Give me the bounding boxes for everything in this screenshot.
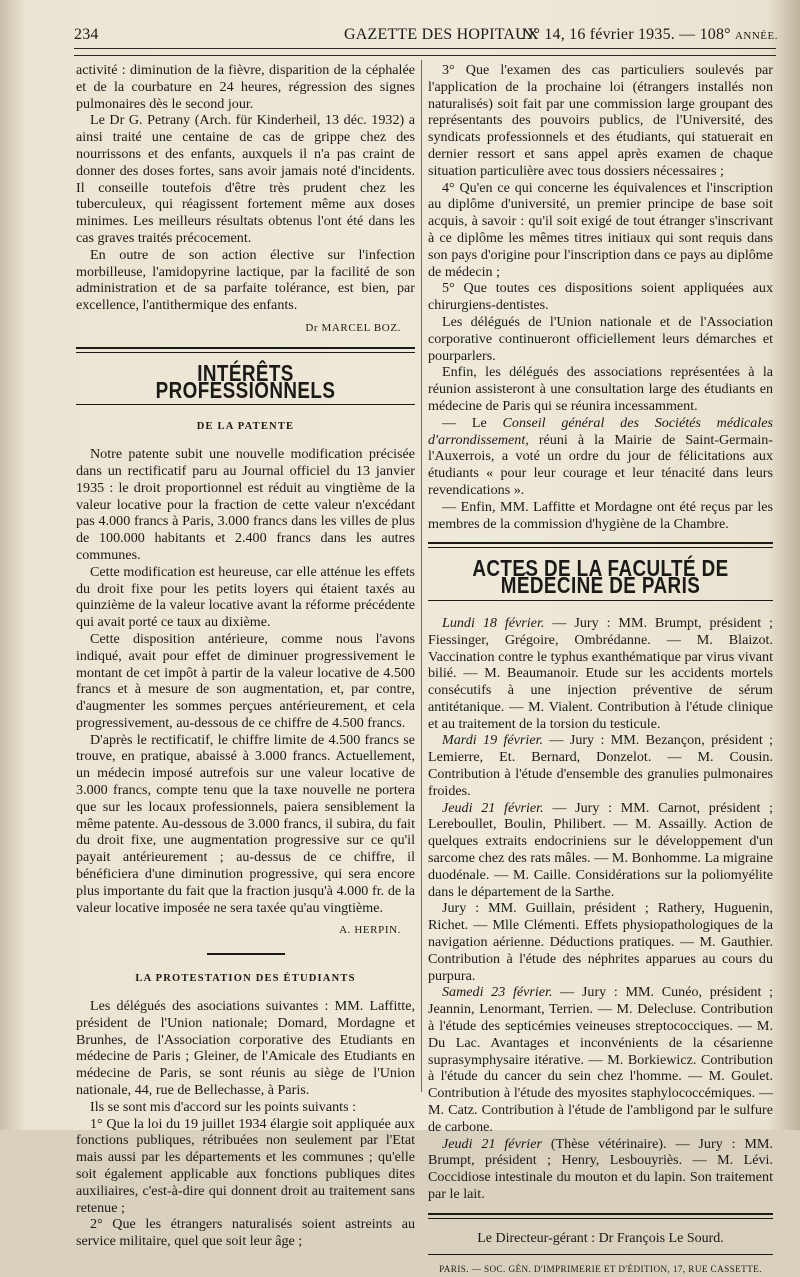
lead-dash: — Le <box>442 414 487 431</box>
author-signature: Dr MARCEL BOZ. <box>305 321 401 334</box>
director-line: Le Directeur-gérant : Dr François Le Sourd. <box>477 1230 724 1246</box>
article-paragraph: Cette disposition antérieure, comme nous l'avons indiqué, avait pour effet de diminuer progressivement le montant de cet impôt à partir de la valeur locative de 4.500 francs et à mesure de son augmentation, et, par contre, d'augmenter les sommes perçues antérieurement, et cela progressivement, au-dessous de ce chiffre de 4.500 francs. <box>76 630 415 731</box>
column-divider <box>421 60 422 1092</box>
author-signature: A. HERPIN. <box>339 924 401 937</box>
article-paragraph: 3° Que l'examen des cas particuliers soulevés par l'application de la prochaine loi (étrangers installés non naturalisés) soit fait par une commission large groupant des représentants des pouvoirs publics, de l'Université, des syndicats professionnels et des étudiants, qui statuerait en dernier ressort et sans appel après examen de chaque situation particulière avec tous dossiers nécessaires ; <box>428 62 773 179</box>
entry-text: (Thèse vétérinaire). — Jury : MM. Brumpt, président ; Henry, Lesbouyriès. — M. Lévi. Coccidiose intestinale du mouton et du lapin. Son traitement par le lait. <box>428 1135 773 1202</box>
section-subrule <box>428 600 773 601</box>
entry-day: Jeudi 21 février <box>442 1135 542 1152</box>
section-subrule <box>76 404 415 405</box>
article-paragraph: 2° Que les étrangers naturalisés soient astreints au service militaire, quel que soit leur âge ; <box>76 1216 415 1250</box>
council-name: Conseil général des Sociétés médicales d'arrondissement, <box>428 414 773 448</box>
entry-text: — Jury : MM. Bezançon, président ; Lemierre, Et. Bernard, Donzelot. — M. Cousin. Contribution à l'étude d'ensemble des granulies pulmonaires froides. <box>428 732 773 799</box>
article-paragraph <box>428 415 773 499</box>
left-column <box>76 62 415 1250</box>
article-paragraph: Ils se sont mis d'accord sur les points suivants : <box>90 1098 356 1115</box>
thesis-entry <box>428 732 773 799</box>
footer-subrule <box>428 1254 773 1255</box>
intro-paragraph: activité : diminution de la fièvre, disparition de la céphalée et de la courbature en 24 heures, régression des signes pulmonaires dès le second jour. <box>76 62 415 112</box>
header-rule <box>74 48 776 56</box>
entry-text: — Jury : MM. Carnot, président ; Lereboullet, Boulin, Philibert. — M. Assailly. Action de quelques extraits endocriniens sur le développement d'un sarcome chez des rats mâles. — M. Bonhomme. La migraine duodénale. — M. Caille. Considérations sur la poliomyélite dans le département de la Sarthe. <box>428 799 773 900</box>
footer-rule <box>428 1213 773 1219</box>
section-title: ACTES DE LA FACULTÉ DE MÉDECINE DE PARIS <box>472 555 729 599</box>
intro-paragraph: Le Dr G. Petrany (Arch. für Kinderheil, 13 déc. 1932) a ainsi traité une centaine de cas de grippe chez des nourrissons et des enfants, auxquels il n'a pas craint de donner des doses fortes, sans avoir jamais noté d'incidents. Il conseille toutefois d'être très prudent chez les tuberculeux, qui réagissent fortement même aux doses minimes. Les meilleurs résultats obtenus l'ont été dans les cas graves traités précocement. <box>76 112 415 246</box>
article-paragraph: 1° Que la loi du 19 juillet 1934 élargie soit appliquée aux fonctions publiques, rétribuées non seulement par l'Etat mais aussi par les départements et les communes ; qu'elle soit également applicable aux fonctions publiques dites auxiliaires, c'est-à-dire qui donnent droit au traitement sans retenue ; <box>76 1115 415 1216</box>
thesis-entry: Jury : MM. Guillain, président ; Rathery, Huguenin, Richet. — Mlle Clémenti. Effets physiopathologiques de la navigation aérienne. Déductions pratiques. — M. Gauthier. Contribution à l'étude des néphrites apparues au cours du purpura. <box>428 900 773 984</box>
article-title: LA PROTESTATION DES ÉTUDIANTS <box>135 973 356 985</box>
page-header <box>74 26 778 48</box>
article-paragraph: Cette modification est heureuse, car elle atténue les effets du droit fixe pour les petits loyers qui étaient taxés au quinzième de la valeur locative avant la réforme précédente qui avait porté ce taux au dixième. <box>76 563 415 631</box>
printer-line: PARIS. — SOC. GÉN. D'IMPRIMERIE ET D'ÉDITION, 17, RUE CASSETTE. <box>439 1263 762 1274</box>
thesis-entry <box>428 800 773 901</box>
article-paragraph: Enfin, les délégués des associations représentées à la réunion assisteront à une consultation large des étudiants en médecine de Paris qui se réunira incessamment. <box>428 364 773 414</box>
article-paragraph: D'après le rectificatif, le chiffre limite de 4.500 francs se trouve, en pratique, abaissé à 3.000 francs. Actuellement, un médecin imposé autrefois sur une valeur locative de 3.000 francs, compte tenu que la taxe nouvelle ne portera que sur les locaux professionnels, paiera sensiblement la même patente. Au-dessous de 3.000 francs, il subira, du fait du droit fixe, une augmentation progressive sur ce qu'il payait antérieurement ; au-dessus de ce chiffre, il bénéficiera d'une diminution progressive, qui sera encore plus importante du fait que la fraction jusqu'à 4.000 fr. de la valeur locative imposée ne sera taxée qu'au vingtième. <box>76 731 415 916</box>
thesis-entry <box>428 615 773 733</box>
article-paragraph: Notre patente subit une nouvelle modification précisée dans un rectificatif paru au Journal officiel du 13 janvier 1935 : le droit proportionnel est réduit au vingtième de la valeur locative pour la fraction de cette valeur n'excédant pas 4.000 francs à Paris, 3.000 francs dans les villes de plus de 100.000 habitants et 2.400 francs dans les autres communes. <box>76 446 415 563</box>
article-paragraph: Les délégués des asociations suivantes : MM. Laffitte, président de l'Union nationale; Domard, Mordagne et Brunhes, de l'Association corporative des Etudiants en médecine de Paris ; Gleiner, de l'Amicale des Etudiants en médecine de Paris, se sont réunis au siège de l'Union nationale, 44, rue de Bellechasse, à Paris. <box>76 998 415 1099</box>
article-paragraph: 5° Que toutes ces dispositions soient appliquées aux chirurgiens-dentistes. <box>428 280 773 314</box>
entry-day: Jeudi 21 février. <box>442 799 544 816</box>
intro-paragraph: En outre de son action élective sur l'infection morbilleuse, l'amidopyrine lactique, par la facilité de son administration et de sa parfaite tolérance, est bien, par excellence, l'antithermique des enfants. <box>76 246 415 314</box>
article-separator <box>207 953 285 955</box>
issue-date: N° 14, 16 février 1935. — 108° <box>521 26 731 43</box>
thesis-entry <box>428 984 773 1135</box>
entry-text: — Jury : MM. Brumpt, président ; Fiessinger, Grégoire, Ombrédanne. — M. Blaizot. Vaccination contre le typhus exanthématique par virus vivant bilié. — M. Beaumanoir. Etude sur les accidents mortels consécutifs à une injection préventive de sérum antitétanique. — M. Vialent. Contribution à l'étude clinique et au traitement de la torsion du testicule. <box>428 614 773 732</box>
issue-info <box>522 26 778 44</box>
section-title: INTÉRÊTS PROFESSIONNELS <box>155 359 336 403</box>
article-paragraph: 4° Qu'en ce qui concerne les équivalences et l'inscription au diplôme d'université, un premier principe de base soit acquis, à savoir : qu'il soit exigé de tout étranger s'inscrivant à ce diplôme les mêmes titres initiaux qui sont requis dans son pays d'origine pour l'inscription dans ce pays au diplôme de médecin ; <box>428 179 773 280</box>
journal-title: GAZETTE DES HOPITAUX <box>344 26 539 43</box>
article-title: DE LA PATENTE <box>196 421 295 433</box>
issue-suffix: ANNÉE. <box>734 30 778 42</box>
thesis-entry <box>428 1136 773 1203</box>
council-text: réuni à la Mairie de Saint-Germain-l'Auxerrois, a voté un ordre du jour de félicitations aux étudiants « pour leur courage et leur ténacité dans leurs revendications ». <box>428 431 773 498</box>
article-paragraph: Les délégués de l'Union nationale et de l'Association corporative continueront officiellement leurs démarches et pourparlers. <box>428 313 773 364</box>
entry-text: — Jury : MM. Cunéo, président ; Jeannin, Lenormant, Terrien. — M. Delecluse. Contribution à l'étude des septicémies veineuses streptococciques. — M. Du Lac. Avantages et inconvénients de la césarienne suprasymphysaire itérative. — M. Borkiewicz. Contribution à l'étude du cancer du sein chez l'homme. — M. Goulet. Contribution à l'étude des myosites staphylococcémiques. — M. Catz. Contribution à l'étude de l'ambligond par le sulfure de carbone. <box>428 984 773 1135</box>
right-column <box>428 62 773 1277</box>
entry-day: Samedi 23 février. <box>442 984 553 1001</box>
section-rule <box>428 542 773 548</box>
page-number: 234 <box>74 26 99 43</box>
entry-day: Lundi 18 février. <box>442 614 545 631</box>
entry-day: Mardi 19 février. <box>442 732 544 749</box>
section-rule <box>76 347 415 353</box>
article-paragraph: — Enfin, MM. Laffitte et Mordagne ont été reçus par les membres de la commission d'hygiène de la Chambre. <box>428 498 773 532</box>
